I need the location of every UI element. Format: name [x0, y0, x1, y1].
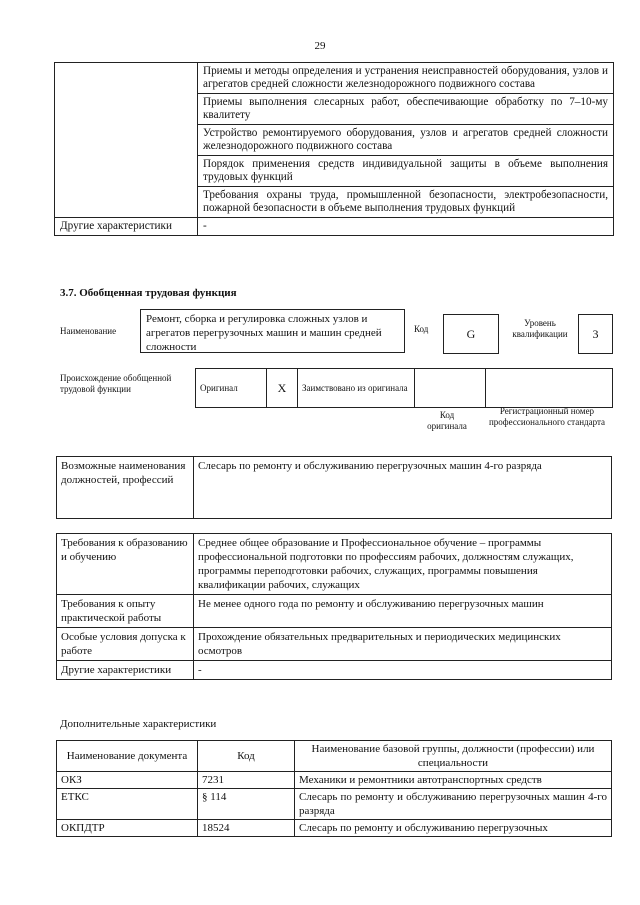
- page-number: 29: [314, 40, 326, 52]
- requirements-table: [56, 533, 612, 680]
- positions-value: Слесарь по ремонту и обслуживанию перегрузочных машин 4-го разряда: [194, 457, 612, 519]
- original-mark: X: [267, 369, 298, 408]
- empty-label-cell: [55, 63, 198, 218]
- code-cell: 7231: [198, 772, 295, 789]
- reg-number-cell: [486, 369, 613, 408]
- code-label: Код: [414, 324, 429, 334]
- requirement-label: Особые условия допуска к работе: [57, 628, 194, 661]
- original-label: Оригинал: [196, 369, 267, 408]
- group-cell: Механики и ремонтники автотранспортных средств: [295, 772, 612, 789]
- requirement-label: Требования к образованию и обучению: [57, 534, 194, 595]
- origin-table: [195, 368, 613, 408]
- header-doc: Наименование документа: [57, 741, 198, 772]
- borrowed-label: Заимствовано из оригинала: [298, 369, 415, 408]
- other-characteristics-label: Другие характеристики: [55, 218, 198, 236]
- origin-label: Происхождение обобщенной трудовой функции: [60, 373, 172, 394]
- code-original-cell: [415, 369, 486, 408]
- knowledge-row: Устройство ремонтируемого оборудования, узлов и агрегатов средней сложности железнодорожного подвижного состава: [198, 125, 614, 156]
- knowledge-row: Приемы выполнения слесарных работ, обеспечивающие обработку по 7–10-му квалитету: [198, 94, 614, 125]
- requirement-label: Другие характеристики: [57, 661, 194, 680]
- code-cell: 18524: [198, 820, 295, 837]
- positions-label: Возможные наименования должностей, профессий: [57, 457, 194, 519]
- name-label: Наименование: [60, 326, 117, 336]
- section-title: 3.7. Обобщенная трудовая функция: [60, 287, 237, 299]
- requirement-value: Среднее общее образование и Профессиональное обучение – программы профессиональной подготовки по профессиям рабочих, должностям служащих, программы переподготовки рабочих, служащих, программы повышения квалификации рабочих, служащих: [194, 534, 612, 595]
- knowledge-table: [54, 62, 614, 236]
- additional-title: Дополнительные характеристики: [60, 718, 217, 730]
- group-cell: Слесарь по ремонту и обслуживанию перегрузочных машин 4-го разряда: [295, 789, 612, 820]
- doc-cell: ОКПДТР: [57, 820, 198, 837]
- code-cell: § 114: [198, 789, 295, 820]
- level-box: 3: [578, 314, 613, 354]
- requirement-value: Не менее одного года по ремонту и обслуживанию перегрузочных машин: [194, 595, 612, 628]
- other-characteristics-value: -: [198, 218, 614, 236]
- group-cell: Слесарь по ремонту и обслуживанию перегрузочных: [295, 820, 612, 837]
- knowledge-row: Требования охраны труда, промышленной безопасности, электробезопасности, пожарной безопасности в объеме выполнения трудовых функций: [198, 187, 614, 218]
- doc-cell: ЕТКС: [57, 789, 198, 820]
- knowledge-row: Порядок применения средств индивидуальной защиты в объеме выполнения трудовых функций: [198, 156, 614, 187]
- doc-cell: ОКЗ: [57, 772, 198, 789]
- code-box: G: [443, 314, 499, 354]
- function-name-box: Ремонт, сборка и регулировка сложных узлов и агрегатов перегрузочных машин и машин средней сложности: [140, 309, 405, 353]
- level-label: Уровень квалификации: [512, 318, 568, 339]
- requirement-value: -: [194, 661, 612, 680]
- knowledge-row: Приемы и методы определения и устранения неисправностей оборудования, узлов и агрегатов средней сложности железнодорожного подвижного состава: [198, 63, 614, 94]
- header-code: Код: [198, 741, 295, 772]
- additional-table: [56, 740, 612, 837]
- positions-table: [56, 456, 612, 519]
- requirement-label: Требования к опыту практической работы: [57, 595, 194, 628]
- reg-number-caption: Регистрационный номер профессионального стандарта: [488, 406, 606, 427]
- code-original-caption: Код оригинала: [427, 410, 467, 431]
- header-group: Наименование базовой группы, должности (профессии) или специальности: [295, 741, 612, 772]
- requirement-value: Прохождение обязательных предварительных и периодических медицинских осмотров: [194, 628, 612, 661]
